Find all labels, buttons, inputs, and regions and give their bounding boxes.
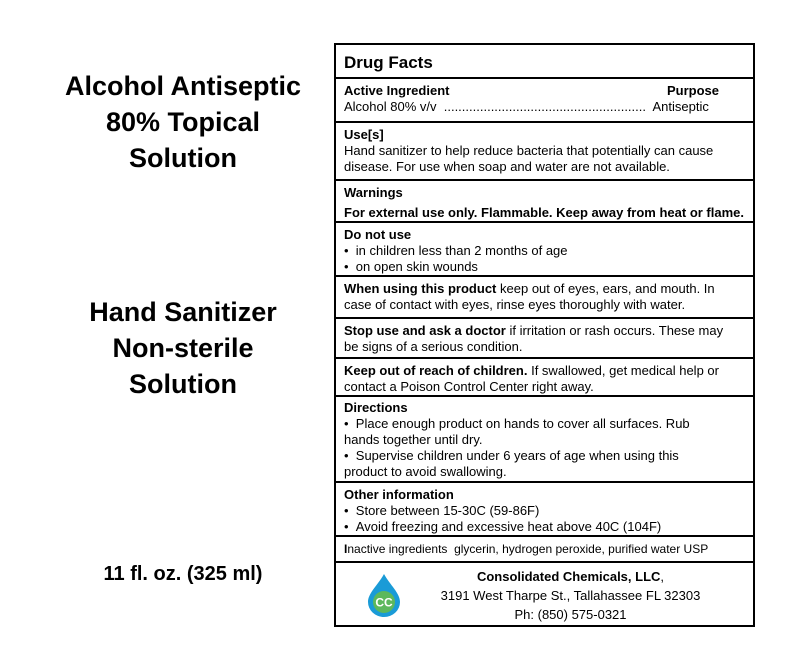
uses-section bbox=[336, 121, 753, 179]
uses-text-line: Hand sanitizer to help reduce bacteria that potentially can cause bbox=[344, 143, 714, 158]
other-info-item: • Avoid freezing and excessive heat above 40C (104F) bbox=[344, 519, 745, 535]
active-ingredient-heading: Active Ingredient bbox=[344, 83, 450, 98]
active-ingredient: Alcohol 80% v/v bbox=[344, 99, 437, 114]
directions-line: • Supervise children under 6 years of age when using this bbox=[344, 448, 745, 464]
warnings-text: For external use only. Flammable. Keep away from heat or flame. bbox=[344, 205, 744, 220]
directions-heading: Directions bbox=[344, 400, 408, 415]
when-using-text: keep out of eyes, ears, and mouth. In bbox=[500, 281, 715, 296]
product-subtitle-line: Non-sterile bbox=[112, 333, 254, 363]
uses-text-line: disease. For use when soap and water are not available. bbox=[344, 159, 670, 174]
when-using-text: case of contact with eyes, rinse eyes thoroughly with water. bbox=[344, 297, 686, 312]
logo-text: CC bbox=[375, 595, 393, 610]
other-info-item: • Store between 15-30C (59-86F) bbox=[344, 503, 745, 519]
do-not-use-heading: Do not use bbox=[344, 227, 412, 242]
product-title-line: 80% Topical bbox=[105, 107, 261, 137]
company-section bbox=[336, 561, 753, 627]
warnings-section bbox=[336, 179, 753, 221]
directions-line: • Place enough product on hands to cover all surfaces. Rub bbox=[344, 416, 745, 432]
inactive-ingredients-section bbox=[336, 535, 753, 563]
product-subtitle-line: Hand Sanitizer bbox=[89, 297, 277, 327]
purpose: Antiseptic bbox=[652, 99, 709, 114]
keep-out-section bbox=[336, 357, 753, 395]
company-name-suffix: , bbox=[660, 569, 665, 584]
active-ingredient-section bbox=[336, 77, 753, 119]
when-using-heading: When using this product bbox=[344, 281, 497, 296]
company-phone: Ph: (850) 575-0321 bbox=[514, 607, 627, 622]
other-info-heading: Other information bbox=[344, 487, 454, 502]
do-not-use-item: • on open skin wounds bbox=[344, 259, 745, 275]
directions-section bbox=[336, 395, 753, 481]
drug-facts-panel bbox=[334, 43, 755, 627]
purpose-heading: Purpose bbox=[666, 83, 719, 98]
company-info bbox=[406, 563, 753, 624]
product-title-line: Alcohol Antiseptic bbox=[64, 71, 301, 101]
stop-use-text: be signs of a serious condition. bbox=[344, 339, 523, 354]
inactive-heading-initial: I bbox=[344, 542, 348, 556]
stop-use-section bbox=[336, 317, 753, 359]
keep-out-text: If swallowed, get medical help or bbox=[531, 363, 719, 378]
stop-use-text: if irritation or rash occurs. These may bbox=[509, 323, 724, 338]
directions-line: hands together until dry. bbox=[344, 432, 483, 447]
product-subtitle-line: Solution bbox=[129, 369, 237, 399]
product-title bbox=[30, 68, 336, 176]
company-logo-icon bbox=[362, 573, 406, 617]
keep-out-heading: Keep out of reach of children. bbox=[344, 363, 528, 378]
do-not-use-item: • in children less than 2 months of age bbox=[344, 243, 745, 259]
inactive-ingredients-text: glycerin, hydrogen peroxide, purified water USP bbox=[454, 542, 709, 556]
stop-use-heading: Stop use and ask a doctor bbox=[344, 323, 506, 338]
drug-facts-title: Drug Facts bbox=[344, 53, 433, 72]
other-info-section bbox=[336, 481, 753, 537]
do-not-use-section bbox=[336, 221, 753, 275]
inactive-heading: nactive ingredients bbox=[347, 542, 448, 556]
product-subtitle bbox=[30, 294, 336, 402]
company-address: 3191 West Tharpe St., Tallahassee FL 32303 bbox=[440, 588, 701, 603]
company-name: Consolidated Chemicals, LLC bbox=[476, 569, 661, 584]
warnings-heading: Warnings bbox=[344, 185, 403, 200]
product-title-line: Solution bbox=[129, 143, 237, 173]
directions-line: product to avoid swallowing. bbox=[344, 464, 507, 479]
net-contents: 11 fl. oz. (325 ml) bbox=[103, 563, 263, 585]
when-using-section bbox=[336, 275, 753, 317]
uses-heading: Use[s] bbox=[344, 127, 384, 142]
leader-dots: ........................................................ bbox=[443, 99, 646, 114]
keep-out-text: contact a Poison Control Center right away. bbox=[344, 379, 594, 394]
drug-facts-header bbox=[336, 53, 753, 79]
